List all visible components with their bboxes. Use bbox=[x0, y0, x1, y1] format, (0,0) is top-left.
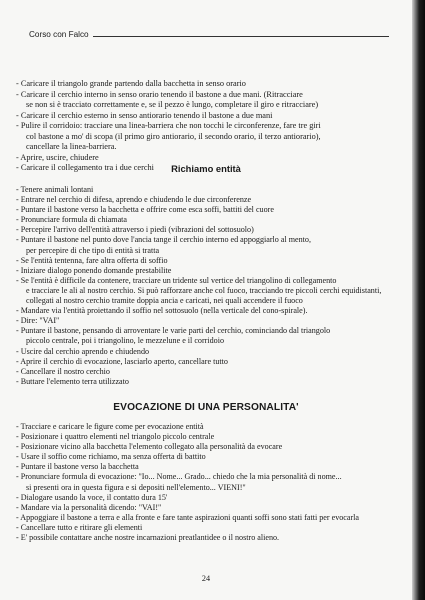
procedure-list-richiamo bbox=[16, 185, 404, 387]
list-line: - Uscire dal cerchio aprendo e chiudendo bbox=[16, 346, 150, 356]
list-line: - Buttare l'elemento terra utilizzato bbox=[16, 376, 129, 386]
procedure-list-charging bbox=[16, 79, 404, 174]
list-line: - Aprire il cerchio di evocazione, lasciarlo aperto, cancellare tutto bbox=[16, 356, 228, 366]
list-line: e tracciare le ali al nostro cerchio. Si può rafforzare anche col fuoco, tracciando tre piccoli cerchi equidistanti, bbox=[26, 285, 382, 295]
header-title: Corso con Falco bbox=[29, 30, 89, 39]
list-line: - Tracciare e caricare le figure come per evocazione entità bbox=[16, 422, 204, 431]
list-line: - Percepire l'arrivo dell'entità attraverso i piedi (vibrazioni del sottosuolo) bbox=[16, 225, 254, 235]
list-line: collegati al nostro cerchio tramite doppia ancia e caricati, nei quali accendere il fuoco bbox=[26, 296, 303, 306]
procedure-list-evocazione bbox=[16, 422, 404, 543]
list-line: - E' possibile contattare anche nostre incarnazioni preatlantidee o il nostro alieno. bbox=[16, 533, 280, 543]
list-line: - Pronunciare formula di chiamata bbox=[16, 215, 128, 225]
list-line: - Cancellare tutto e ritirare gli elementi bbox=[16, 522, 143, 532]
list-line: - Entrare nel cerchio di difesa, aprendo e chiudendo le due circonferenze bbox=[16, 195, 252, 205]
list-line: col bastone a mo' di scopa (il primo giro antiorario, il secondo orario, il terzo antiorario), bbox=[26, 131, 321, 141]
list-line: - Caricare il triangolo grande partendo dalla bacchetta in senso orario bbox=[16, 79, 246, 88]
list-line: - Posizionare i quattro elementi nel triangolo piccolo centrale bbox=[16, 432, 215, 442]
scan-edge-shadow bbox=[412, 0, 425, 600]
header-rule bbox=[93, 36, 389, 37]
running-header bbox=[29, 30, 389, 39]
list-line: - Dire: "VAI" bbox=[16, 316, 60, 326]
list-line: - Cancellare il nostro cerchio bbox=[16, 366, 110, 376]
list-line: se non si è tracciato correttamente e, se il pezzo è lungo, completare il giro e ritracciare) bbox=[26, 100, 319, 110]
list-line: - Posizionare vicino alla bacchetta l'elemento collegato alla personalità da evocare bbox=[16, 442, 283, 452]
list-line: - Iniziare dialogo ponendo domande prestabilite bbox=[16, 265, 172, 275]
list-line: - Usare il soffio come richiamo, ma senza offerta di battito bbox=[16, 452, 206, 462]
list-line: - Se l'entità tentenna, fare altra offerta di soffio bbox=[16, 255, 168, 265]
list-line: - Mandare via l'entità proiettando il soffio nel sottosuolo (nella verticale del cono-spirale). bbox=[16, 306, 308, 316]
page-number: 24 bbox=[201, 574, 211, 583]
list-line: - Caricare il cerchio interno in senso orario tenendo il bastone a due mani. (Ritracciare bbox=[16, 89, 303, 99]
list-line: - Mandare via la personalità dicendo: "VAI!" bbox=[16, 502, 162, 512]
section-title-evocazione: EVOCAZIONE DI UNA PERSONALITA' bbox=[113, 402, 299, 413]
list-line: - Tenere animali lontani bbox=[16, 185, 94, 194]
list-line: - Caricare il cerchio esterno in senso antiorario tenendo il bastone a due mani bbox=[16, 110, 273, 120]
list-line: - Puntare il bastone verso la bacchetta e offrire come esca soffi, battiti del cuore bbox=[16, 205, 274, 215]
list-line: - Pulire il corridoio: tracciare una linea-barriera che non tocchi le circonferenze, fare tre giri bbox=[16, 121, 321, 131]
list-line: si presenti ora in questa figura e si depositi nell'elemento... VIENI!" bbox=[26, 482, 246, 492]
list-line: piccolo centrale, poi i triangolino, le mezzelune e il corridoio bbox=[26, 336, 224, 346]
list-line: - Pronunciare formula di evocazione: "Io... Nome... Grado... chiedo che la mia personalità di nome... bbox=[16, 472, 342, 482]
list-line: per percepire di che tipo di entità si tratta bbox=[26, 245, 160, 255]
list-line: - Dialogare usando la voce, il contatto dura 15' bbox=[16, 492, 168, 502]
list-line: - Appoggiare il bastone a terra e alla fronte e fare tante aspirazioni quanti soffi sono stati fatti per evocarla bbox=[16, 512, 360, 522]
list-line: cancellare la linea-barriera. bbox=[26, 142, 117, 152]
list-line: - Puntare il bastone, pensando di arroventare le varie parti del cerchio, cominciando dal triangolo bbox=[16, 326, 331, 336]
list-line: - Aprire, uscire, chiudere bbox=[16, 152, 99, 162]
list-line: - Se l'entità è difficile da contenere, tracciare un tridente sul vertice del triangolino di collegamento bbox=[16, 275, 337, 285]
list-line: - Puntare il bastone verso la bacchetta bbox=[16, 462, 139, 472]
list-line: - Caricare il collegamento tra i due cerchi bbox=[16, 163, 154, 173]
section-title-richiamo: Richiamo entità bbox=[171, 163, 241, 174]
list-line: - Puntare il bastone nel punto dove l'ancia tange il cerchio interno ed appoggiarlo al mento, bbox=[16, 235, 311, 245]
